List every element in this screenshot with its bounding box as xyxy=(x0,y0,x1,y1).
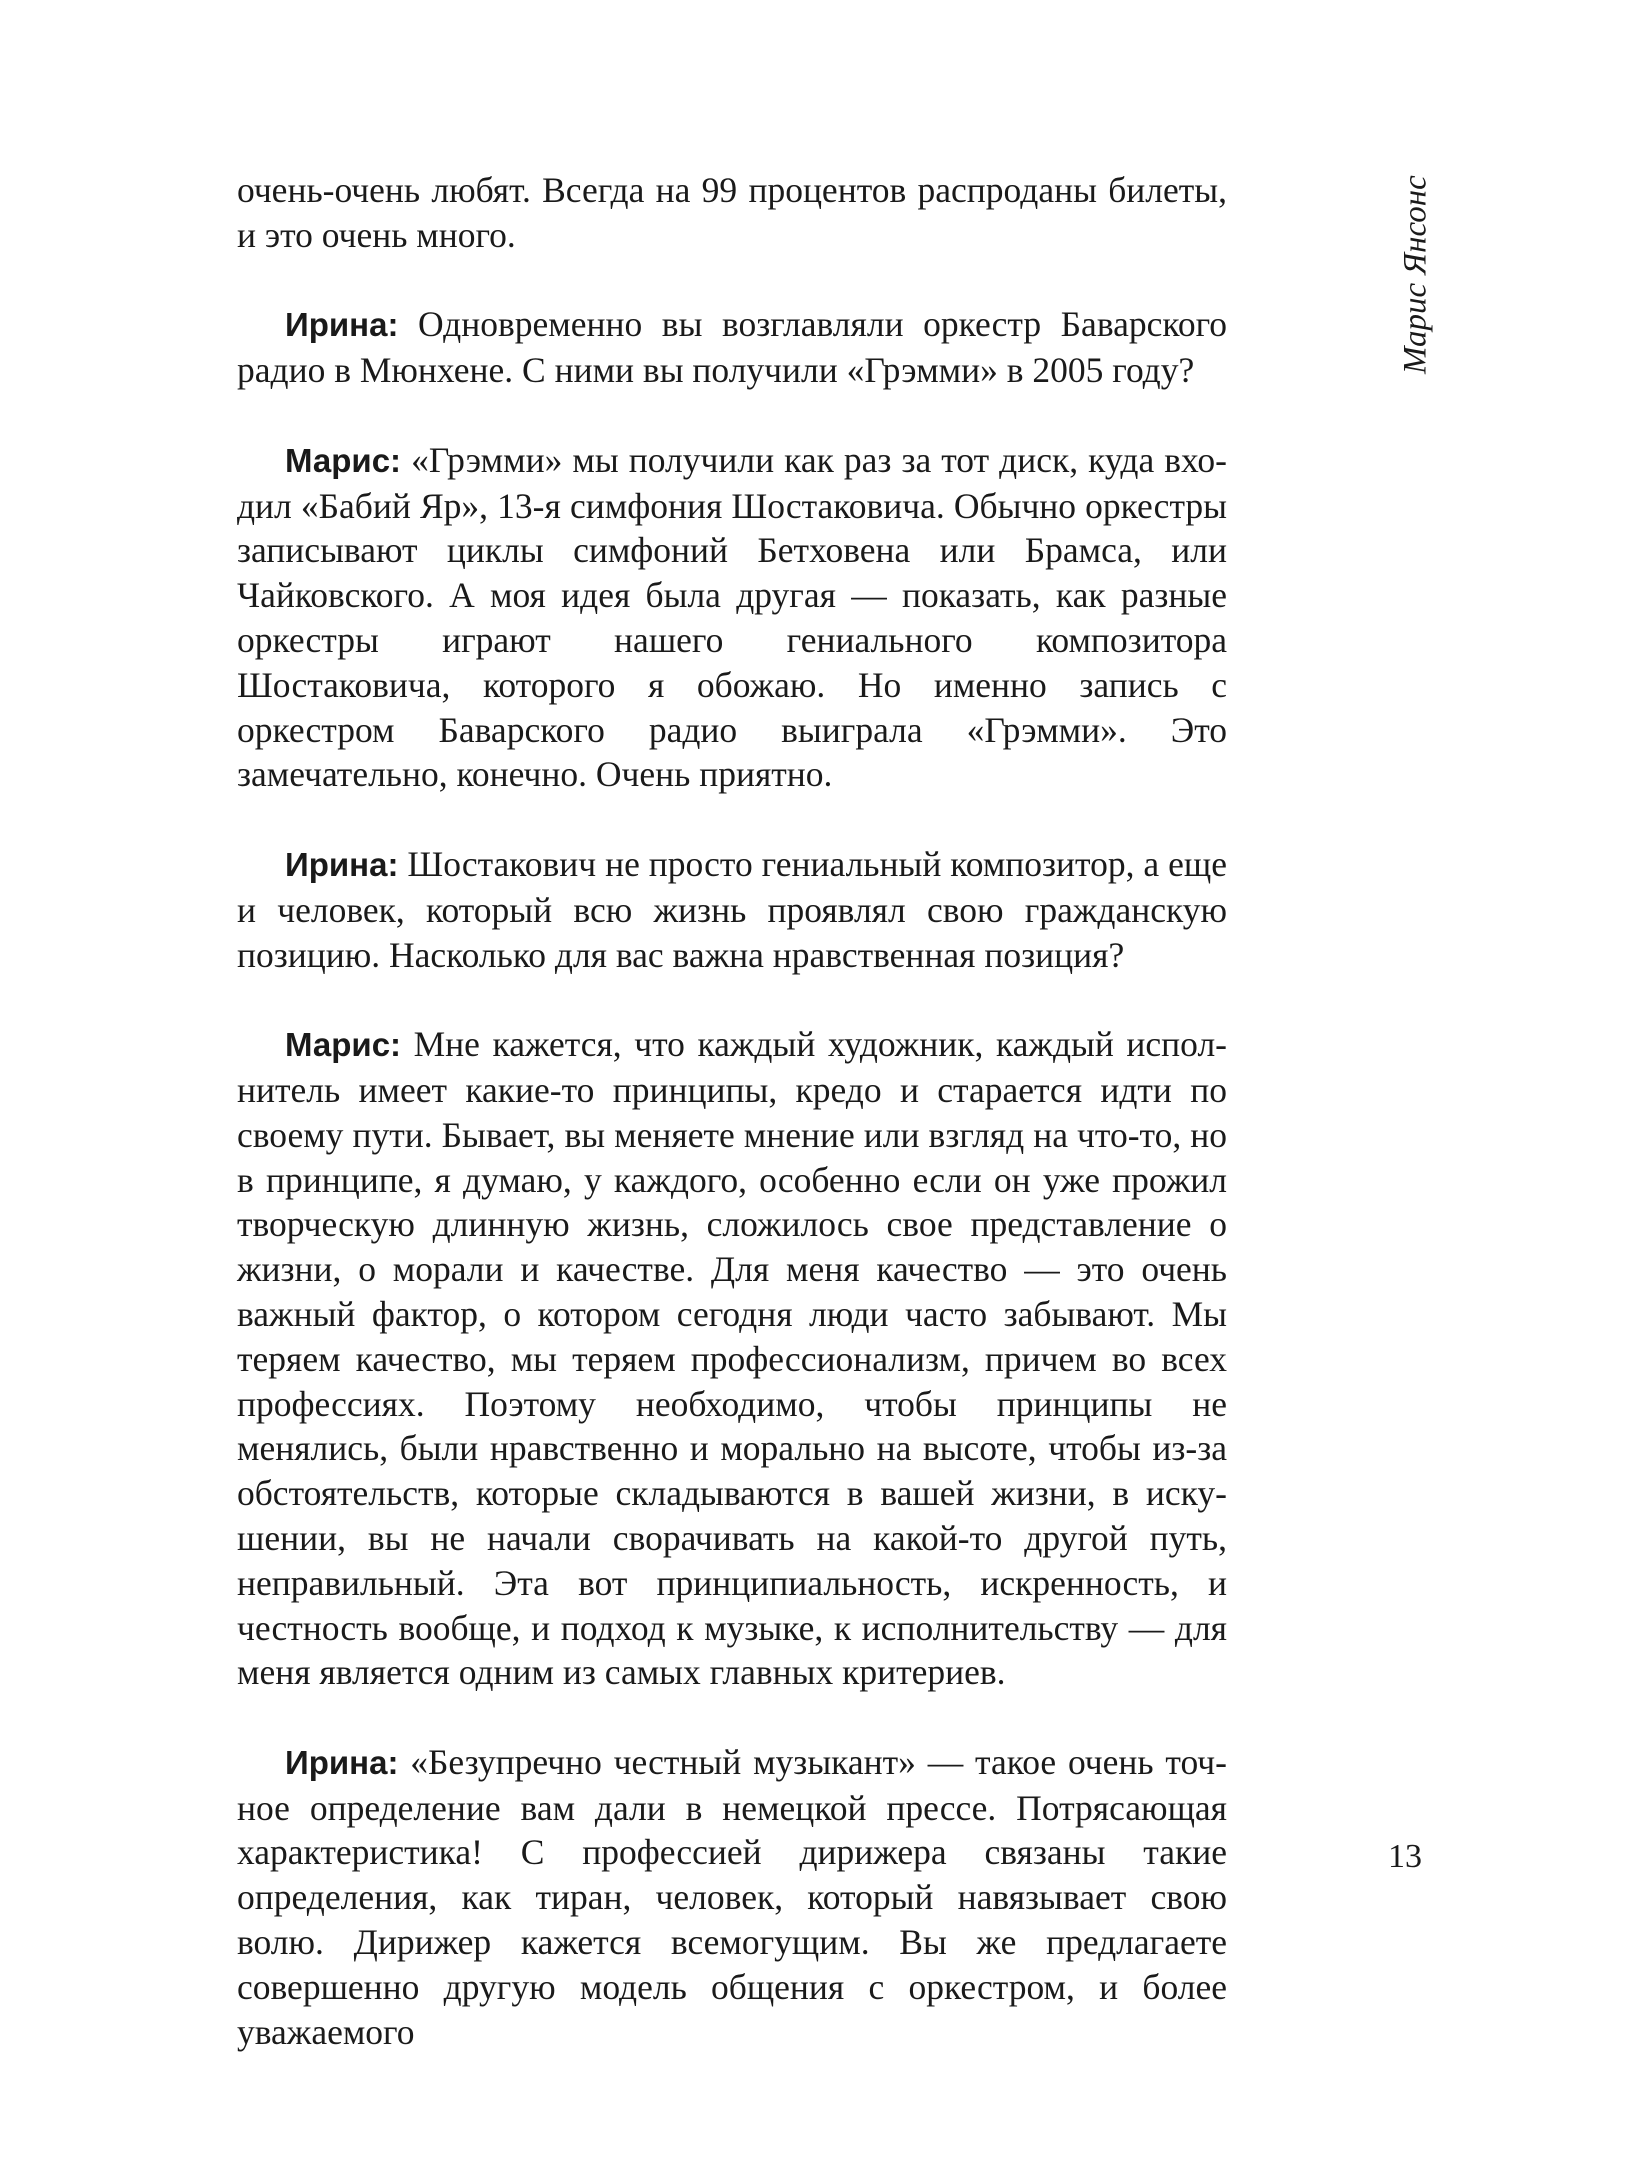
paragraph-maris-grammy-answer xyxy=(237,438,1227,797)
paragraph-continuation xyxy=(237,168,1227,258)
paragraph-text: очень-очень любят. Всегда на 99 процентов распроданы билеты, и это очень много. xyxy=(237,170,1227,255)
paragraph-text: «Грэмми» мы получили как раз за тот диск, куда входил «Бабий Яр», 13-я симфония Шостаковича. Обычно оркестры записывают циклы симфоний Бетховена или Брамса, или Чайковского. А моя идея была другая — показать, как разные оркестры играют нашего гениального композитора Шостаковича, которого я обожаю. Но именно запись с оркестром Баварского радио выиграла «Грэмми». Это замечательно, конечно. Очень приятно. xyxy=(237,439,1227,795)
paragraph-irina-moral-question xyxy=(237,842,1227,977)
paragraph-text: Мне кажется, что каждый художник, каждый исполнитель имеет какие-то принципы, кредо и старается идти по своему пути. Бывает, вы меняете мнение или взгляд на что-то, но в принципе, я думаю, у каждого, особенно если он уже прожил творческую длинную жизнь, сложилось свое представление о жизни, о морали и качестве. Для меня качество — это очень важный фактор, о котором сегодня люди часто забывают. Мы теряем качество, мы теряем профессионализм, причем во всех профессиях. Поэтому необходимо, чтобы принципы не менялись, были нравственно и морально на высоте, чтобы из-за обстоятельств, которые складываются в вашей жизни, в искушении, вы не начали сворачивать на какой-то другой путь, неправильный. Эта вот принципиальность, искренность, и честность вообще, и подход к музыке, к исполнительству — для меня является одним из самых главных критериев. xyxy=(237,1024,1227,1693)
speaker-label: Ирина: xyxy=(285,306,399,344)
paragraph-maris-principles-answer xyxy=(237,1022,1227,1695)
paragraph-text: Одновременно вы возглавляли оркестр Баварского радио в Мюнхене. С ними вы получили «Грэмми» в 2005 году? xyxy=(237,304,1227,391)
paragraph-irina-honest-musician xyxy=(237,1740,1227,2055)
speaker-label: Ирина: xyxy=(285,845,399,883)
paragraph-text: Шостакович не просто гениальный композитор, а еще и человек, который всю жизнь проявлял свою гражданскую позицию. Насколько для вас важна нравственная позиция? xyxy=(237,843,1227,975)
paragraph-irina-grammy-question xyxy=(237,302,1227,393)
paragraph-text: «Безупречно честный музыкант» — такое очень точное определение вам дали в немецкой прессе. Потрясающая характеристика! С профессией дирижера связаны такие определения, как тиран, человек, который навязывает свою волю. Дирижер кажется всемогущим. Вы же предлагаете совершенно другую модель общения с оркестром, и более уважаемого xyxy=(237,1741,1227,2052)
speaker-label: Марис: xyxy=(285,1026,402,1064)
page-number: 13 xyxy=(1388,1838,1422,1875)
running-head: Марис Янсонс xyxy=(1397,175,1434,375)
interview-text xyxy=(237,168,1227,2054)
speaker-label: Марис: xyxy=(285,441,402,479)
speaker-label: Ирина: xyxy=(285,1743,399,1781)
